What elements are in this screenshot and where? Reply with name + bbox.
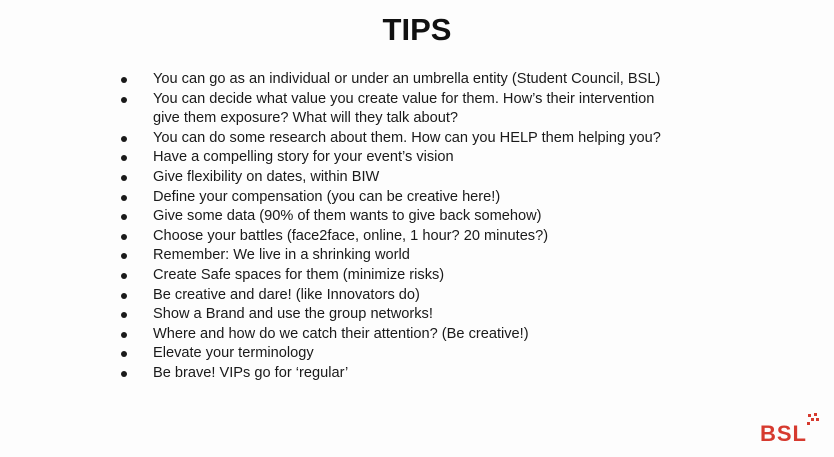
tip-item (121, 286, 761, 306)
tip-item (121, 266, 761, 286)
tip-item (121, 188, 761, 208)
tip-text: Have a compelling story for your event’s vision (153, 149, 454, 166)
tip-text: You can do some research about them. How can you HELP them helping you? (153, 129, 661, 146)
bullet-icon (121, 351, 127, 357)
tip-text: Elevate your terminology (153, 345, 314, 362)
tip-text: Be creative and dare! (like Innovators do) (153, 286, 420, 303)
tip-item (121, 364, 761, 384)
tip-text: Give some data (90% of them wants to give back somehow) (153, 208, 542, 225)
tip-item (121, 246, 761, 266)
bullet-icon (121, 195, 127, 201)
tip-item (121, 168, 761, 188)
tip-item (121, 325, 761, 345)
tip-text: Create Safe spaces for them (minimize risks) (153, 266, 445, 283)
tip-text: Where and how do we catch their attention? (Be creative!) (153, 325, 529, 342)
tip-text: You can go as an individual or under an umbrella entity (Student Council, BSL) (153, 71, 661, 87)
tips-list (121, 70, 761, 384)
bullet-icon (121, 136, 127, 142)
bullet-icon (121, 214, 127, 220)
tip-text: Show a Brand and use the group networks! (153, 306, 433, 323)
tip-item (121, 90, 761, 129)
bullet-icon (121, 77, 127, 83)
tip-item (121, 207, 761, 227)
tip-item (121, 148, 761, 168)
tip-text: Remember: We live in a shrinking world (153, 247, 410, 264)
bullet-icon (121, 371, 127, 377)
tip-text: Choose your battles (face2face, online, 1 hour? 20 minutes?) (153, 227, 549, 244)
tip-text: You can decide what value you create value for them. How’s their intervention give them exposure? What will they talk about? (153, 90, 655, 127)
slide-title: TIPS (382, 12, 452, 47)
bullet-icon (121, 175, 127, 181)
bsl-logo (760, 413, 820, 445)
bullet-icon (121, 155, 127, 161)
bullet-icon (121, 273, 127, 279)
tip-text: Define your compensation (you can be creative here!) (153, 188, 501, 205)
logo-mark-icon (806, 413, 820, 427)
bullet-icon (121, 293, 127, 299)
bullet-icon (121, 234, 127, 240)
bullet-icon (121, 97, 127, 103)
tip-text: Give flexibility on dates, within BIW (153, 168, 380, 185)
bullet-icon (121, 253, 127, 259)
bullet-icon (121, 312, 127, 318)
tip-item (121, 129, 761, 149)
tip-item (121, 70, 761, 90)
tip-item (121, 227, 761, 247)
tip-item (121, 305, 761, 325)
tip-text: Be brave! VIPs go for ‘regular’ (153, 364, 349, 381)
bullet-icon (121, 332, 127, 338)
logo-text: BSL (760, 421, 807, 446)
tip-item (121, 344, 761, 364)
